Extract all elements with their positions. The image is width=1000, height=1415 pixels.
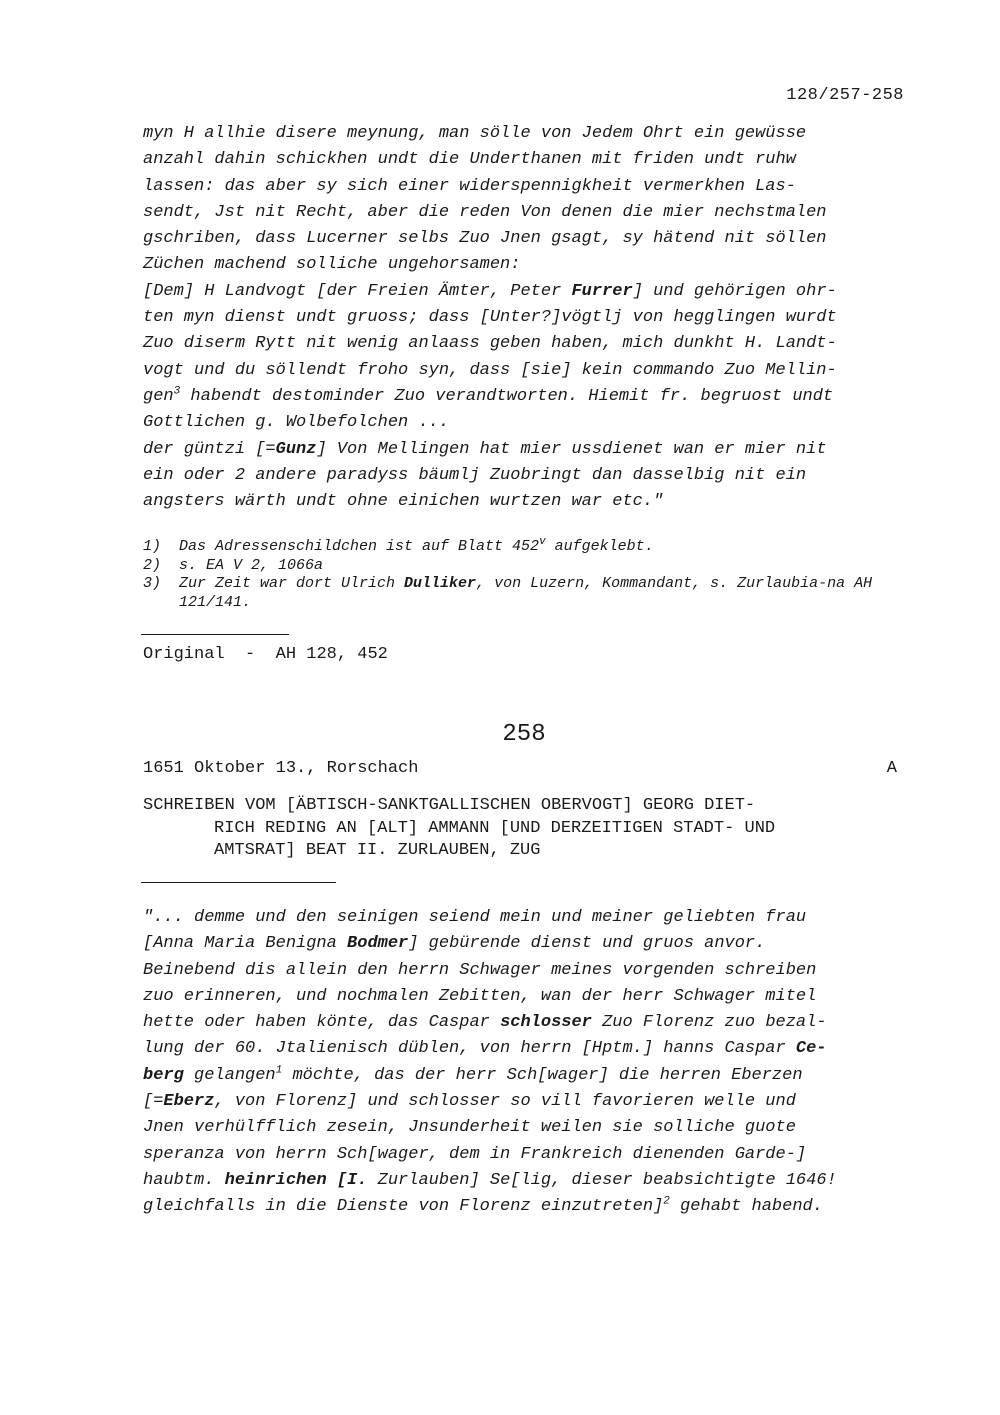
text-line: [143, 1168, 903, 1194]
text-run: gehabt habend.: [669, 1197, 823, 1217]
text-line: [143, 226, 903, 252]
text-line: [143, 147, 903, 173]
text-run: s. EA V 2, 1066a: [179, 556, 324, 574]
footnote: [143, 557, 908, 576]
text-run: lassen: das aber sy sich einer widerspennigkheit vermerkhen Las-: [143, 176, 796, 196]
document-number: 258: [502, 721, 546, 748]
text-run: ten myn dienst undt gruoss; dass [Unter?]vögtlj von hegglingen wurdt: [143, 308, 837, 328]
source-separator: -: [245, 645, 256, 664]
source-line: [143, 645, 388, 664]
text-line: [143, 1063, 903, 1089]
text-run: ] und gehörigen ohr-: [632, 281, 837, 301]
emphasized-name: Eberz: [163, 1092, 215, 1112]
emphasized-name: heinrichen [I.: [224, 1170, 368, 1190]
letter-text: [143, 905, 903, 1221]
text-run: lung der 60. Jtalienisch düblen, von herrn [Hptm.] hanns Caspar: [143, 1039, 796, 1059]
footnote-text: [179, 557, 908, 576]
text-run: myn H allhie disere meynung, man sölle von Jedem Ohrt ein gewüsse: [143, 124, 807, 143]
footnote-marker: v: [539, 536, 546, 548]
text-line: [143, 331, 903, 357]
text-run: speranza von herrn Sch[wager, dem in Frankreich dienenden Garde-]: [143, 1144, 807, 1164]
emphasized-name: Dulliker: [404, 575, 477, 592]
text-line: [143, 252, 903, 278]
text-run: , von Florenz] und schlosser so vill favorieren welle und: [214, 1092, 796, 1112]
title-divider: [141, 882, 336, 883]
text-line: [143, 489, 903, 515]
text-run: gschriben, dass Lucerner selbs Zuo Jnen gsagt, sy hätend nit söllen: [143, 229, 827, 249]
emphasized-name: schlosser: [500, 1013, 592, 1033]
footnote-marker: 3: [173, 385, 181, 398]
footnotes: [143, 538, 908, 612]
text-line: [143, 437, 903, 463]
text-run: habendt destominder Zuo verandtworten. Hiemit fr. begruost undt: [180, 386, 834, 406]
text-run: der güntzi [=: [143, 439, 276, 459]
text-run: Zuo diserm Rytt nit wenig anlaass geben haben, mich dunkht H. Landt-: [143, 334, 837, 354]
text-run: gelangen: [183, 1065, 276, 1085]
text-run: aufgeklebt.: [545, 538, 654, 555]
text-line: [143, 384, 903, 410]
footnote-marker: 2: [663, 1195, 670, 1208]
document-date-place: 1651 Oktober 13., Rorschach: [143, 759, 419, 778]
page-reference: 128/257-258: [786, 86, 904, 105]
footnote-marker: 1: [275, 1064, 283, 1077]
text-run: Zurlauben] Se[lig, dieser beabsichtigte 1646!: [367, 1170, 837, 1190]
text-line: [143, 1036, 903, 1062]
text-run: Beinebend dis allein den herrn Schwager meines vorgenden schreiben: [143, 960, 817, 980]
text-line: [143, 1194, 903, 1220]
emphasized-name: Gunz: [275, 439, 317, 459]
emphasized-name: berg: [143, 1065, 184, 1085]
text-run: Jnen verhülfflich zesein, Jnsunderheit weilen sie solliche guote: [143, 1118, 796, 1138]
text-run: [Dem] H Landvogt [der Freien Ämter, Peter: [143, 281, 572, 301]
text-run: Gottlichen g. Wolbefolchen ...: [143, 413, 450, 433]
footnote-number: 3): [143, 575, 162, 592]
emphasized-name: Bodmer: [347, 934, 409, 954]
text-run: Zuo Florenz zuo bezal-: [591, 1013, 827, 1033]
text-run: "... demme und den seinigen seiend mein und meiner geliebten frau: [143, 908, 807, 927]
footnote-text: [179, 575, 908, 612]
text-run: ] gebürende dienst und gruos anvor.: [408, 934, 766, 954]
text-line: [143, 905, 903, 931]
text-run: zuo erinneren, und nochmalen Zebitten, wan der herr Schwager mitel: [143, 986, 817, 1006]
title-line: RICH REDING AN [ALT] AMMANN [UND DERZEITIGEN STADT- UND: [214, 818, 776, 838]
emphasized-name: Furrer: [571, 281, 633, 301]
text-run: Züchen machend solliche ungehorsamen:: [143, 255, 521, 275]
title-line: SCHREIBEN VOM [ÄBTISCH-SANKTGALLISCHEN OBERVOGT] GEORG DIET-: [143, 796, 756, 815]
text-run: gen: [143, 386, 174, 406]
text-line: [143, 279, 903, 305]
text-line: [143, 1089, 903, 1115]
source-label: Original: [143, 645, 225, 664]
text-line: [143, 410, 903, 436]
text-line: [143, 121, 903, 147]
text-run: angsters wärth undt ohne einichen wurtzen war etc.": [143, 492, 664, 512]
footnote-number: 1): [143, 538, 162, 555]
text-line: [143, 174, 903, 200]
continued-letter-text: [143, 121, 903, 515]
text-run: [=: [143, 1092, 164, 1112]
footnote-divider: [141, 634, 289, 635]
text-run: anzahl dahin schickhen undt die Underthanen mit friden undt ruhw: [143, 150, 796, 170]
title-line: AMTSRAT] BEAT II. ZURLAUBEN, ZUG: [214, 841, 541, 860]
text-line: [143, 200, 903, 226]
text-line: [143, 1115, 903, 1141]
footnote-number: 2): [143, 556, 162, 574]
text-run: haubtm.: [143, 1170, 225, 1190]
text-run: hette oder haben könte, das Caspar: [143, 1013, 501, 1033]
footnote: [143, 538, 908, 557]
footnote: [143, 575, 908, 612]
document-classification: A: [886, 759, 897, 778]
text-run: Das Adressenschildchen ist auf Blatt 452: [179, 538, 540, 555]
text-run: vogt und du söllendt froho syn, dass [sie] kein commando Zuo Mellin-: [143, 360, 837, 380]
text-line: [143, 358, 903, 384]
emphasized-name: Ce-: [795, 1039, 827, 1059]
text-line: [143, 1142, 903, 1168]
text-run: [Anna Maria Benigna: [143, 934, 348, 954]
text-run: ein oder 2 andere paradyss bäumlj Zuobringt dan dasselbig nit ein: [143, 465, 807, 485]
text-run: möchte, das der herr Sch[wager] die herren Eberzen: [282, 1065, 803, 1085]
text-line: [143, 1010, 903, 1036]
text-line: [143, 958, 903, 984]
text-line: [143, 463, 903, 489]
source-ref: AH 128, 452: [275, 645, 388, 664]
text-run: gleichfalls in die Dienste von Florenz einzutreten]: [143, 1197, 664, 1217]
text-line: [143, 984, 903, 1010]
text-run: Zur Zeit war dort Ulrich: [179, 575, 405, 592]
text-run: , von Luzern, Kommandant, s. Zurlaubia-na AH 121/141.: [179, 575, 873, 611]
text-line: [143, 931, 903, 957]
text-line: [143, 305, 903, 331]
text-run: ] Von Mellingen hat mier ussdienet wan er mier nit: [316, 439, 827, 459]
text-run: sendt, Jst nit Recht, aber die reden Von denen die mier nechstmalen: [143, 202, 827, 222]
document-title: [143, 795, 923, 863]
footnote-text: [179, 538, 908, 557]
